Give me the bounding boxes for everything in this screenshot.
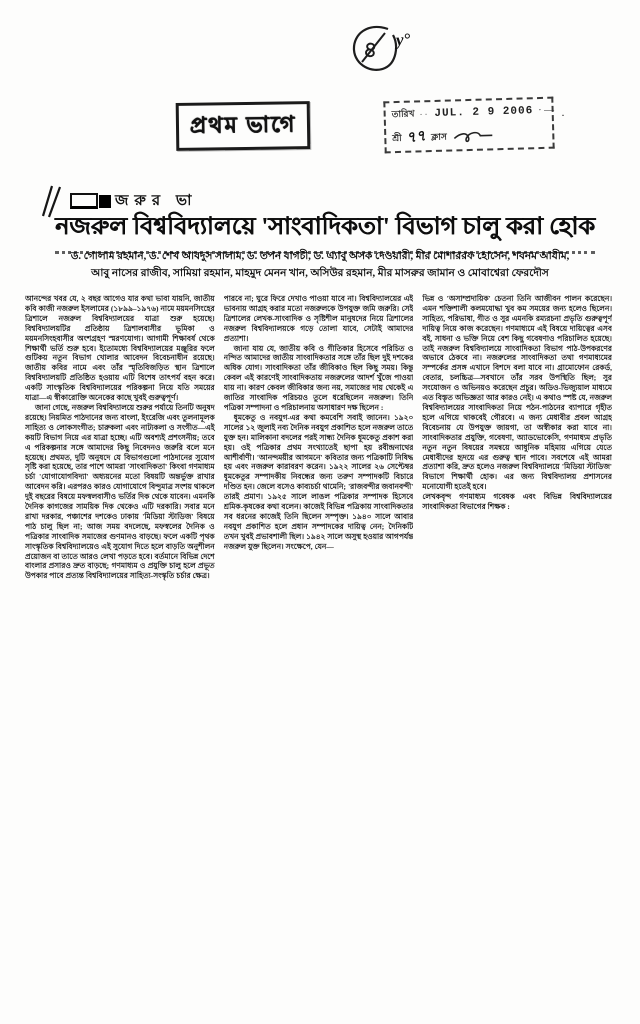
signature-scribble-icon (452, 128, 494, 145)
paragraph: জানা যায় যে, জাতীয় কবি ও গীতিকার হিসেবে পরিচিত ও নন্দিত আমাদের জাতীয় সাংবাদিকতার সঙ্গে তাঁর ছিল দুই দশকের অধিক যোগ। সাংবাদিকতা তাঁর জীবিকাও ছিল কিছু সময়। কিন্তু কেবল এই কারণেই সাংবাদিকতায় নজরুলের আদর্শ খুঁজে পাওয়া যায় না। কারণ কেবল জীবিকার জন্য নয়, সমাজের দায় থেকেই এ জাতির সাংবাদিক পরিচয়ও তুলে ধরেছিলেন নজরুল। তিনি পত্রিকা সম্পাদনা ও পরিচালনায় অসাধারণ দক্ষ ছিলেন : (223, 343, 414, 412)
kicker-text: জরুর ভা (115, 192, 198, 209)
article-byline (22, 248, 618, 282)
paragraph: আনন্দের খবর যে, ২ বছর আগেও যার কথা ভাবা যায়নি, জাতীয় কবি কাজী নজরুল ইসলামের (১৮৯৯–১৯৭৬) নামে ময়মনসিংহের ত্রিশালে নজরুল বিশ্ববিদ্যালয়ের যাত্রা শুরু হয়েছে। বিশ্ববিদ্যালয়টির প্রতিষ্ঠায় ত্রিশালবাসীর ভূমিকা ও ময়মনসিংহবাসীর অংশগ্রহণ স্মরণযোগ্য। আগামী শিক্ষাবর্ষ থেকে শিক্ষার্থী ভর্তি শুরু হবে। ইতোমধ্যে বিশ্ববিদ্যালয়ের মঞ্জুরির ফলে গুটিকয় নতুন বিভাগ খোলার আবেদন বিবেচনাধীন রয়েছে। জাতীয় কবির নামে এবং তাঁর স্মৃতিবিজড়িত স্থান ত্রিশালে বিশ্ববিদ্যালয়টি প্রতিষ্ঠিত হওয়ায় এটি বিশেষ তাৎপর্য বহন করে। একটি সাংস্কৃতিক বিশ্ববিদ্যালয়ের পরিকল্পনা নিয়ে যতি সময়ের যাত্রা—এ স্বীকারোক্তি অনেকের কাছে খুবই গুরুত্বপূর্ণ। (25, 294, 215, 403)
date-stamp-box (383, 97, 554, 154)
stray-ink-dot: · (561, 108, 565, 122)
byline-line2: আবু নাসের রাজীব, সামিয়া রহমান, মাহমুদ মেনন খান, অসিউর রহমান, মীর মাসরুর জামান ও মোবাশ্বেরা ফেরদৌস (91, 268, 549, 279)
smudged-box-outline-icon (70, 193, 98, 209)
body-column-2 (224, 294, 414, 616)
date-tail-mark: · — (538, 104, 555, 117)
date-label: তারিখ (391, 108, 415, 120)
date-dots: ·· (419, 108, 430, 119)
byline-line1: ড. গোলাম রহমান, ড. শেখ আবদুস সালাম, ড. তপন বাগচী, ড. এ্যাবু অসক দেওয়ারী, মীর মোশাররফ হোসেন, শবনম আযীম, (70, 251, 570, 262)
paragraph: জানা গেছে, নজরুল বিশ্ববিদ্যালয়ে শুরুর পর্যায়ে তিনটি অনুষদ রয়েছে। নিয়মিত পাঠদানের জন্য বাংলা, ইংরেজি এবং তুলনামূলক সাহিত্য ও লোকসংগীত; চারুকলা এবং নাট্যকলা ও সংগীত—এই কয়টি বিভাগ নিয়ে এর যাত্রা হচ্ছে। এটি অবশ্যই প্রশংসনীয়; তবে এ পরিকল্পনার সঙ্গে আমাদের কিছু নিবেদনও জরুরি বলে মনে হয়েছে। প্রথমত, দুটি অনুষদে যে বিভাগগুলো পাঠদানের সুযোগ সৃষ্টি করা হয়েছে, তার পাশে আমরা 'সাংবাদিকতা' কিংবা গণমাধ্যম চর্চা 'যোগাযোগবিদ্যা' অধ্যয়নের মতো বিষয়টি অন্তর্ভুক্ত রাখার আবেদন করি। এরপরও কারও যোগাযোগে বিন্দুমাত্র সংশয় থাকলে দুই বছরের বিষয়ে মফস্বলবাসীও ভর্তির দিক থেকে যাবেন। এমনকি দৈনিক কাগজের সাময়িক দিক থেকেও এটি দরকারি। সবার মনে রাখা দরকার, পঞ্চাশের দশকেও ঢাকায় 'মিডিয়া স্টাডিজ' বিষয়ে পাঠ চালু ছিল না; আজ সময় বদলেছে, মফস্বলের দৈনিক ও পত্রিকার সাংবাদিক সমাজের গুণমানও বাড়ছে। ফলে একটি পৃথক সাংস্কৃতিক বিশ্ববিদ্যালয়েও এই সুযোগ দিতে হলে বাড়তি অনুশীলন প্রয়োজন বা তাতে আরও লেখা পড়তে হবে। বর্তমানে বিভিন্ন দেশে বাংলার প্রসারও দ্রুত বাড়ছে; গণমাধ্যম ও প্রযুক্তি চালু হলে প্রভূত উপকার পাবে প্রত্যন্ত বিশ্ববিদ্যালয়ের সাহিত্য-সংস্কৃতি চর্চার ক্ষেত্র। (25, 402, 215, 581)
stamp-line2-prefix: শ্রী (392, 132, 402, 144)
paragraph: পারবে না; ঘুরে ফিরে দেখাও পাওয়া যাবে না। বিশ্ববিদ্যালয়ের এই ভাবনায় আগ্রহ করার মতো নজরুলকে উপযুক্ত জমি জরুরি। সেই ত্রিশালের লেখক-সাংবাদিক ও সৃষ্টিশীল মানুষদের নিয়ে ত্রিশালের নজরুল বিশ্ববিদ্যালয়কে গড়ে তোলা যাবে, সেটাই আমাদের প্রত্যাশা। (223, 294, 414, 343)
section-stamp-text: প্রথম ভাগে (189, 110, 297, 138)
section-stamp-box (176, 101, 311, 151)
paragraph: ভিন্ন ও 'অসাম্প্রদায়িক' চেতনা তিনি আজীবন পালন করেছেন। এমন শক্তিশালী কলমযোদ্ধা খুব কম সময়ের জন্য হলেও ছিলেন। সাহিত্য, পরিভাষা, গীত ও সুর এমনকি রম্যরচনা প্রভৃতি গুরুত্বপূর্ণ দায়িত্ব নিয়ে কাজ করেছেন। গণমাধ্যমে এই বিষয়ে দায়িত্বের এসব বই, সাধনা ও ভক্তি নিয়ে বেশ কিছু গবেষণাও পরিচালিত হয়েছে। তাই নজরুল বিশ্ববিদ্যালয়ে সাংবাদিকতা বিভাগ পাঠ-উপকরণের অভাবে ঠেকবে না। নজরুলের সাংবাদিকতা তথা গণমাধ্যমের সম্পর্কের প্রসঙ্গ এখানে বিশদে বলা যাবে না। গ্রামোফোন রেকর্ড, বেতার, চলচ্চিত্র—সবখানে তাঁর সরব উপস্থিতি ছিল; সুর সংযোজন ও অভিনয়ও করেছেন প্রচুর। অডিও-ভিজ্যুয়াল মাধ্যমে এত বিস্তৃত অভিজ্ঞতা আর কারও নেই। এ কথাও স্পষ্ট যে, নজরুল বিশ্ববিদ্যালয়ের সাংবাদিকতা নিয়ে পঠন-পাঠনের ব্যাপারে গৃহীত হলে এগিয়ে থাকবেই গৌরবে। এ জন্য মেধাবীর প্রবল আগ্রহ বিবেচনায় যে উপযুক্ত জায়গা, তা অস্বীকার করা যাবে না। সাংবাদিকতার প্রযুক্তি, গবেষণা, অ্যাডভোকেসি, গণমাধ্যম প্রভৃতি নতুন নতুন বিষয়ের সমন্বয়ে আধুনিক মহিমায় এগিয়ে যেতে মেধাবীদের হৃদয়ে এর গুরুত্ব স্থান পাবে। সবশেষে এই আমরা প্রত্যাশা করি, দ্রুত হলেও নজরুল বিশ্ববিদ্যালয়ে 'মিডিয়া স্টাডিজ' বিভাগে শিক্ষার্থী হোক। এর জন্য বিশ্ববিদ্যালয় প্রশাসনের মনোযোগী হতেই হবে। (422, 294, 612, 492)
handwritten-side-mark: y° (395, 29, 411, 50)
paragraph: ধূমকেতু ও নবযুগ-এর কথা কমবেশি সবাই জানেন। ১৯২০ সালের ১২ জুলাই নব্য দৈনিক নবযুগ প্রকাশিত হলে নজরুল তাতে যুক্ত হন। মালিকানা বদলের পরই সান্ধ্য দৈনিক ধূমকেতু প্রকাশ করা হয়। ওই পত্রিকার প্রথম সংখ্যাতেই ছাপা হয় রবীন্দ্রনাথের আশীর্বাণী। 'আনন্দময়ীর আগমনে' কবিতার জন্য পত্রিকাটি নিষিদ্ধ হয় এবং নজরুল কারাবরণ করেন। ১৯২২ সালের ২৬ সেপ্টেম্বর ধূমকেতুর সম্পাদকীয় নিবন্ধের জন্য তরুণ সম্পাদকটি বিচারে দণ্ডিত হন। জেলে বসেও কাব্যচর্চা থামেনি; 'রাজবন্দীর জবানবন্দী' তারই প্রমাণ। ১৯২৫ সালে লাঙল পত্রিকার সম্পাদক হিসেবে শ্রমিক-কৃষকের কথা বলেন। কাজেই বিভিন্ন পত্রিকায় সাংবাদিকতার সব ধরনের কাজেই তিনি ছিলেন সম্পৃক্ত। ১৯৪০ সালে আবার নবযুগ প্রকাশিত হলে প্রধান সম্পাদকের দায়িত্ব নেন; দৈনিকটি তখন খুবই প্রভাবশালী ছিল। ১৯৪২ সালে অসুস্থ হওয়ার আগপর্যন্ত নজরুল যুক্ত ছিলেন। সংক্ষেপে, যেন— (223, 412, 414, 551)
stamp-line2-word: ক্লাস (431, 131, 447, 143)
date-stamp-line1 (391, 103, 555, 122)
authors-signature-note: লেখকবৃন্দ গণমাধ্যম গবেষক এবং বিভিন্ন বিশ্ববিদ্যালয়ের সাংবাদিকতা বিভাগের শিক্ষক : (422, 492, 612, 512)
article-body (25, 294, 612, 616)
headline-text: নজরুল বিশ্ববিদ্যালয়ে 'সাংবাদিকতা' বিভাগ চালু করা হোক (55, 208, 595, 254)
circled-number-text: ৪ (361, 36, 380, 63)
body-column-1 (25, 294, 215, 616)
date-value: JUL. 2 9 2006 (434, 104, 534, 120)
handwritten-number: ৭৭ (405, 128, 428, 147)
date-stamp-line2 (392, 122, 547, 151)
smudged-box-filled-icon (99, 195, 111, 208)
body-column-3 (422, 294, 612, 616)
